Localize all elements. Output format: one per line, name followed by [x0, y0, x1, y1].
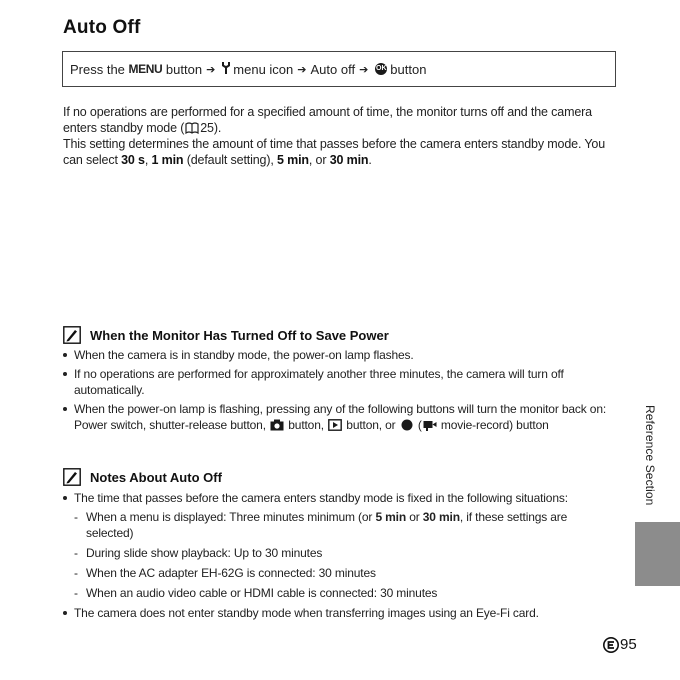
- wrench-icon: [221, 62, 231, 77]
- intro-text: [63, 104, 623, 168]
- ok-button-icon: OK: [375, 63, 387, 75]
- reference-e-icon: [603, 637, 619, 653]
- path-menu-icon: menu icon: [233, 61, 294, 77]
- intro-p2-c: , or: [308, 153, 330, 167]
- intro-p2-b: (default setting),: [183, 153, 277, 167]
- notes-list: [63, 490, 615, 624]
- intro-p1-text: If no operations are performed for a specified amount of time, the monitor turns off and the camera enters standby mode (: [63, 105, 592, 135]
- arrow-right-icon: ➔: [359, 63, 369, 76]
- list-item: The camera does not enter standby mode when transferring images using an Eye-Fi card.: [63, 605, 615, 621]
- sep: ,: [144, 153, 152, 167]
- list-item: [63, 401, 615, 433]
- book-icon: [184, 121, 200, 135]
- sub-list-item: [74, 509, 615, 541]
- sub-list-item: - When an audio video cable or HDMI cable is connected: 30 minutes: [74, 585, 615, 601]
- section-heading-notes: [63, 468, 222, 486]
- option-30s: 30 s: [121, 153, 145, 167]
- option-5min: 5 min: [375, 510, 407, 524]
- option-1min: 1 min: [151, 153, 184, 167]
- intro-paragraph-1: [63, 104, 623, 136]
- path-button-word: button: [165, 61, 203, 77]
- list-item-text: button,: [288, 418, 324, 432]
- path-auto-off: Auto off: [310, 61, 356, 77]
- path-press: Press the: [70, 61, 125, 77]
- note-icon: [63, 326, 81, 344]
- sub-list-item: - When the AC adapter EH-62G is connected: 30 minutes: [74, 565, 615, 581]
- list-item: If no operations are performed for approximately another three minutes, the camera will turn off automatically.: [63, 366, 615, 398]
- intro-p2-d: .: [368, 153, 372, 167]
- section-tab: [635, 522, 680, 586]
- movie-camera-icon: [422, 418, 438, 432]
- arrow-right-icon: ➔: [206, 63, 216, 76]
- section2-heading-text: Notes About Auto Off: [90, 469, 222, 485]
- sub-text: or: [406, 510, 423, 524]
- playback-icon: [327, 418, 343, 432]
- list-item-text: The time that passes before the camera enters standby mode is fixed in the following situations:: [74, 491, 568, 505]
- list-item: When the camera is in standby mode, the power-on lamp flashes.: [63, 347, 615, 363]
- list-item-text: Power switch, shutter-release button,: [74, 418, 266, 432]
- section-heading-monitor-off: [63, 326, 389, 344]
- note-icon: [63, 468, 81, 486]
- page-number: [603, 636, 637, 653]
- monitor-off-list: [63, 347, 615, 436]
- list-item: [63, 490, 615, 601]
- sub-text: When a menu is displayed: Three minutes minimum (or: [86, 510, 376, 524]
- side-section-label: Reference Section: [643, 405, 657, 506]
- option-30min: 30 min: [422, 510, 460, 524]
- page-ref: 25: [200, 121, 214, 135]
- sub-text: , if these settings are selected): [86, 510, 568, 540]
- menu-path-box: [62, 51, 616, 87]
- arrow-right-icon: ➔: [297, 63, 307, 76]
- menu-button-label: MENU: [128, 62, 163, 76]
- sub-list: [74, 509, 615, 601]
- list-item-text: (: [417, 418, 422, 432]
- camera-icon: [269, 418, 285, 432]
- page-number-text: 95: [620, 636, 637, 653]
- section1-heading-text: When the Monitor Has Turned Off to Save Power: [90, 327, 389, 343]
- page-title: Auto Off: [63, 17, 141, 38]
- list-item-text: movie-record) button: [440, 418, 549, 432]
- option-5min: 5 min: [276, 153, 309, 167]
- sub-list-item: - During slide show playback: Up to 30 minutes: [74, 545, 615, 561]
- intro-p1-end: ).: [213, 121, 222, 135]
- intro-paragraph-2: [63, 136, 623, 168]
- record-dot-icon: [399, 418, 415, 432]
- path-button-word-2: button: [390, 61, 427, 77]
- list-item-text: button, or: [346, 418, 396, 432]
- intro-p2-text: This setting determines the amount of time that passes before the camera enters standby mode. You can select: [63, 137, 606, 167]
- list-item-text: When the power-on lamp is flashing, pressing any of the following buttons will turn the monitor back on:: [74, 402, 607, 416]
- option-30min: 30 min: [329, 153, 369, 167]
